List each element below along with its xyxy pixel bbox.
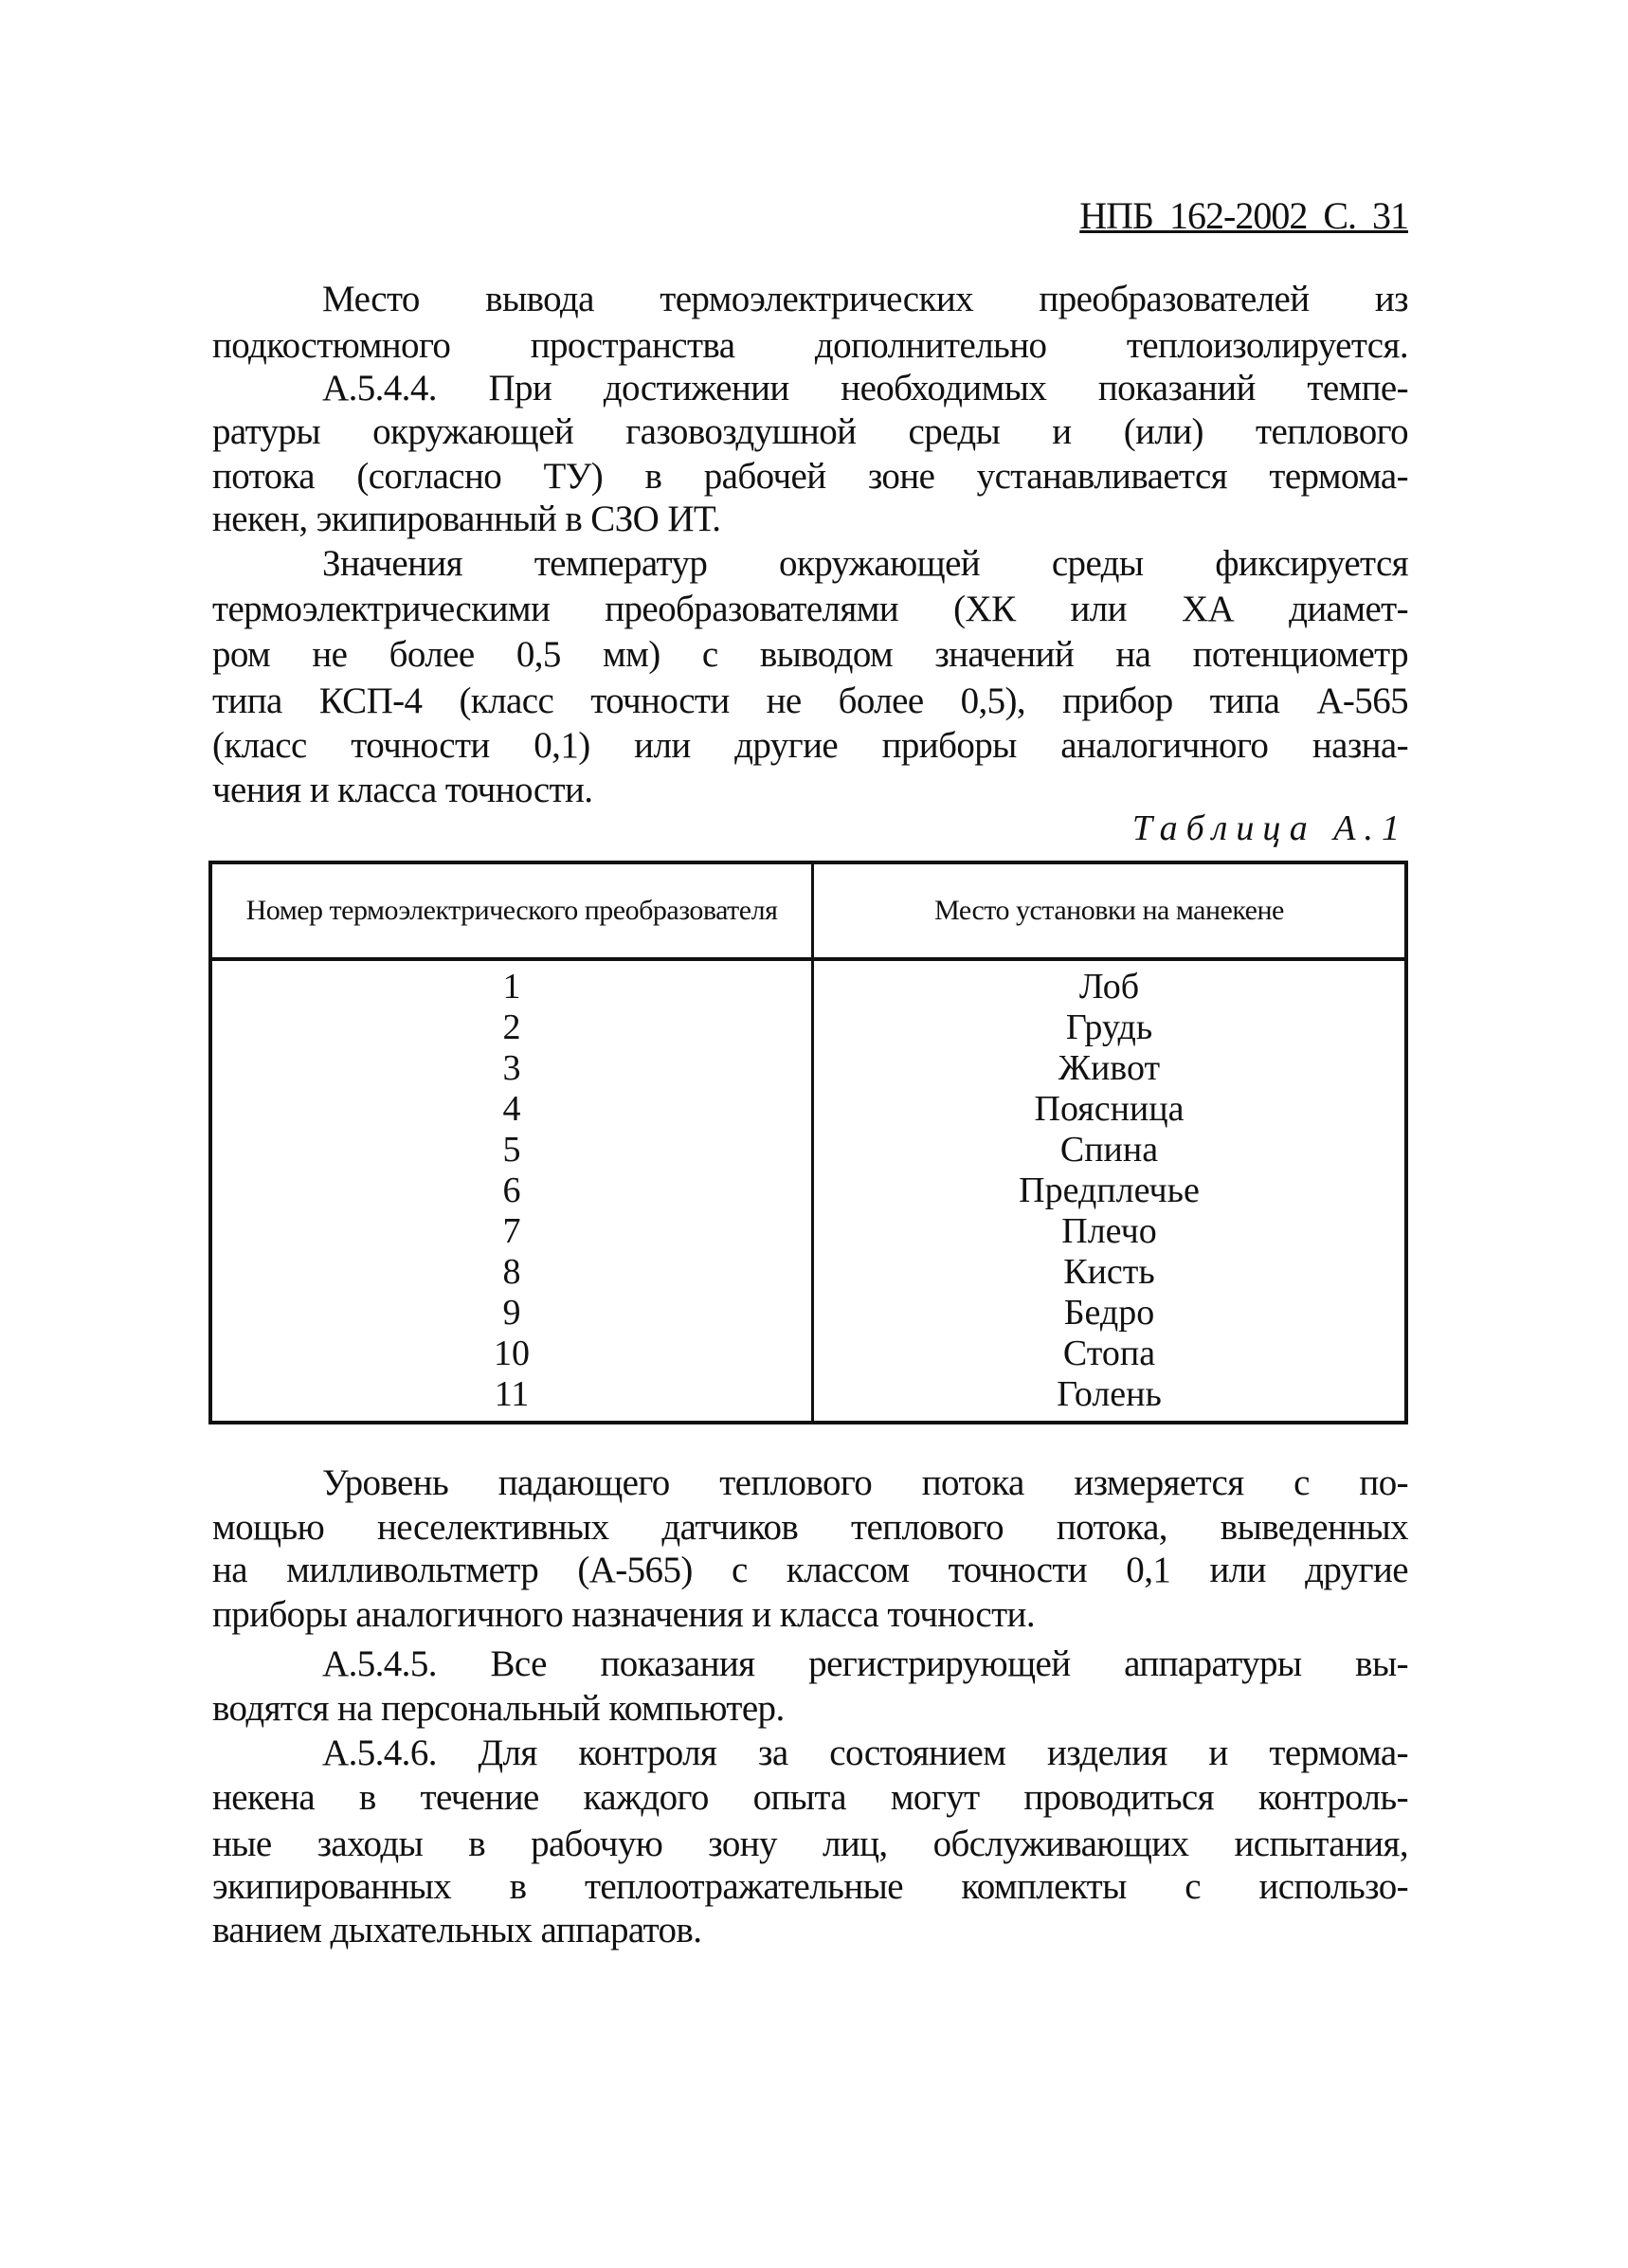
- table-row: [210, 1048, 1406, 1089]
- table-row: [210, 1130, 1406, 1170]
- sensor-number: 5: [210, 1130, 813, 1170]
- sensor-number: 7: [210, 1211, 813, 1252]
- sensor-location: Плечо: [813, 1211, 1407, 1252]
- table-row: [210, 1089, 1406, 1130]
- sensor-number: 3: [210, 1048, 813, 1089]
- page-header: НПБ 162-2002 С. 31: [1079, 194, 1408, 237]
- table-row: [210, 959, 1406, 1007]
- sensor-location: Голень: [813, 1374, 1407, 1423]
- table-row: [210, 1211, 1406, 1252]
- sensor-location: Живот: [813, 1048, 1407, 1089]
- text-line: ратуры окружающей газовоздушной среды и (или) теплового: [212, 411, 1408, 452]
- sensor-number: 1: [210, 959, 813, 1007]
- table-row: [210, 1252, 1406, 1293]
- sensor-number: 4: [210, 1089, 813, 1130]
- sensor-number: 11: [210, 1374, 813, 1423]
- sensor-number: 2: [210, 1007, 813, 1048]
- sensor-location: Лоб: [813, 959, 1407, 1007]
- text-line: типа КСП-4 (класс точности не более 0,5), прибор типа А-565: [212, 680, 1408, 721]
- table-row: [210, 1334, 1406, 1374]
- text-line: потока (согласно ТУ) в рабочей зоне устанавливается термома-: [212, 456, 1408, 497]
- sensor-location: Кисть: [813, 1252, 1407, 1293]
- sensor-number: 6: [210, 1170, 813, 1211]
- text-line: Уровень падающего теплового потока измеряется с по-: [322, 1462, 1408, 1503]
- sensor-number: 9: [210, 1293, 813, 1334]
- text-line: Место вывода термоэлектрических преобразователей из: [322, 279, 1408, 319]
- thermocouple-table: [208, 861, 1408, 1424]
- sensor-location: Предплечье: [813, 1170, 1407, 1211]
- text-line: некена в течение каждого опыта могут проводиться контроль-: [212, 1777, 1408, 1818]
- text-line: водятся на персональный компьютер.: [212, 1688, 785, 1729]
- text-line: мощью неселективных датчиков теплового потока, выведенных: [212, 1507, 1408, 1548]
- text-line: А.5.4.6. Для контроля за состоянием изделия и термома-: [322, 1733, 1408, 1773]
- text-line: некен, экипированный в СЗО ИТ.: [212, 499, 721, 539]
- sensor-number: 8: [210, 1252, 813, 1293]
- sensor-location: Стопа: [813, 1334, 1407, 1374]
- text-line: ванием дыхательных аппаратов.: [212, 1910, 702, 1950]
- sensor-number: 10: [210, 1334, 813, 1374]
- text-line: А.5.4.4. При достижении необходимых показаний темпе-: [322, 368, 1408, 408]
- table-row: [210, 1170, 1406, 1211]
- text-line: на милливольтметр (А-565) с классом точности 0,1 или другие: [212, 1550, 1408, 1590]
- text-line: ром не более 0,5 мм) с выводом значений на потенциометр: [212, 634, 1408, 675]
- sensor-location: Поясница: [813, 1089, 1407, 1130]
- text-line: приборы аналогичного назначения и класса точности.: [212, 1594, 1035, 1635]
- table-header-location: Место установки на манекене: [813, 862, 1407, 959]
- table-caption: Таблица А.1: [1131, 808, 1408, 848]
- sensor-location: Спина: [813, 1130, 1407, 1170]
- text-line: А.5.4.5. Все показания регистрирующей аппаратуры вы-: [322, 1643, 1408, 1684]
- text-line: подкостюмного пространства дополнительно теплоизолируется.: [212, 325, 1408, 366]
- sensor-location: Грудь: [813, 1007, 1407, 1048]
- table-header-number: Номер термоэлектрического преобразователя: [210, 862, 813, 959]
- table-row: [210, 1293, 1406, 1334]
- text-line: экипированных в теплоотражательные комплекты с использо-: [212, 1866, 1408, 1907]
- text-line: чения и класса точности.: [212, 770, 593, 810]
- table-row: [210, 1374, 1406, 1423]
- table-row: [210, 1007, 1406, 1048]
- text-line: ные заходы в рабочую зону лиц, обслуживающих испытания,: [212, 1823, 1408, 1864]
- text-line: Значения температур окружающей среды фиксируется: [322, 543, 1408, 584]
- sensor-location: Бедро: [813, 1293, 1407, 1334]
- text-line: термоэлектрическими преобразователями (ХК или ХА диамет-: [212, 589, 1408, 629]
- text-line: (класс точности 0,1) или другие приборы аналогичного назна-: [212, 725, 1408, 766]
